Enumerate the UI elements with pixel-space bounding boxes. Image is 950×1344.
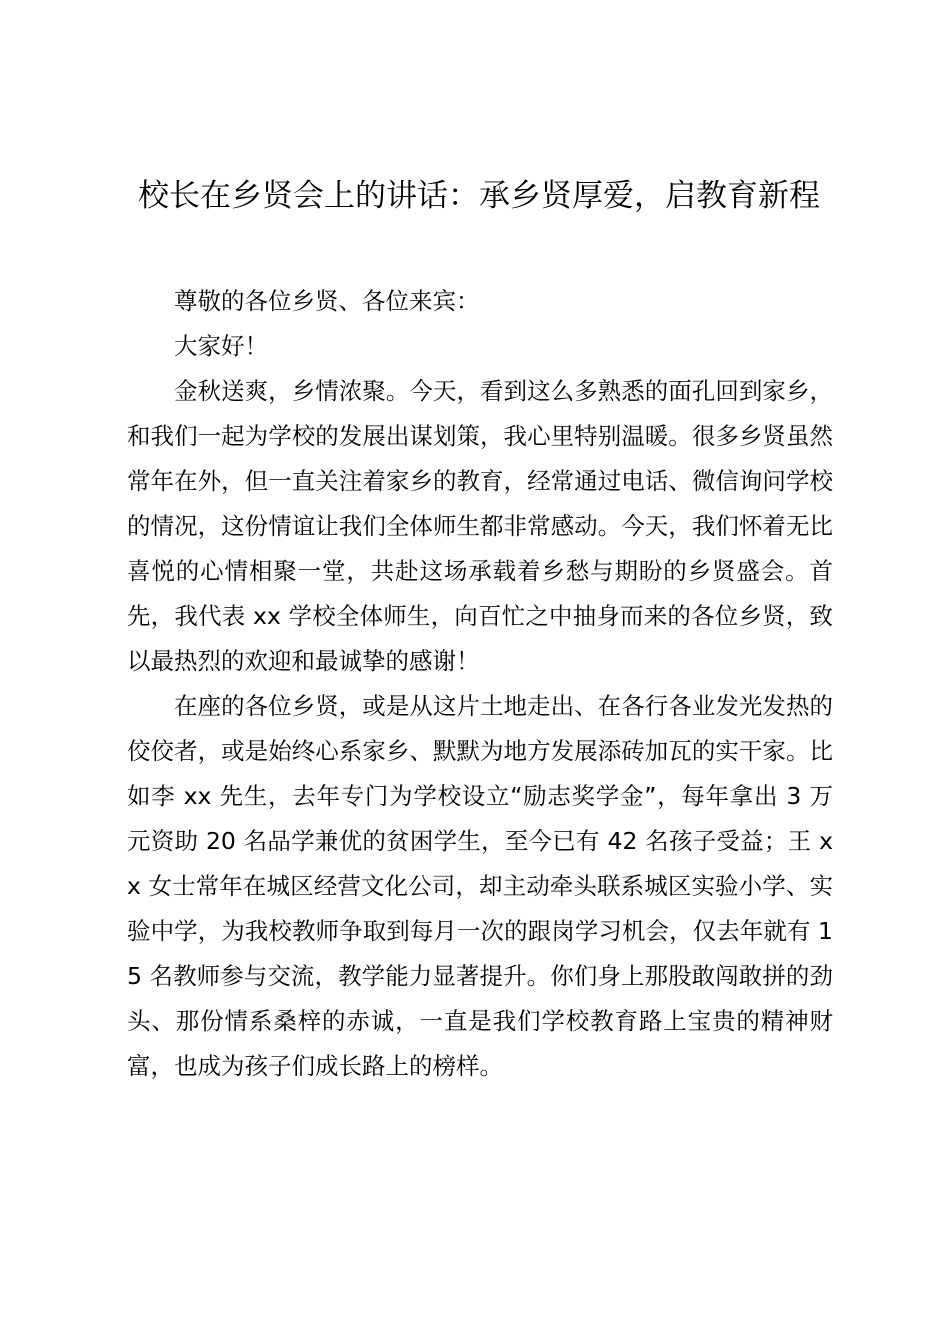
document-body <box>127 279 833 1089</box>
document-title: 校长在乡贤会上的讲话：承乡贤厚爱，启教育新程 <box>138 178 820 214</box>
body-paragraph: 在座的各位乡贤，或是从这片土地走出、在各行各业发光发热的佼佼者，或是始终心系家乡、默默为地方发展添砖加瓦的实干家。比如李 xx 先生，去年专门为学校设立“励志奖学金”，每年拿出 3 万元资助 20 名品学兼优的贫困学生，至今已有 42 名孩子受益；王 xx 女士常年在城区经营文化公司，却主动牵头联系城区实验小学、实验中学，为我校教师争取到每月一次的跟岗学习机会，仅去年就有 15 名教师参与交流，教学能力显著提升。你们身上那股敢闯敢拼的劲头、那份情系桑梓的赤诚，一直是我们学校教育路上宝贵的精神财富，也成为孩子们成长路上的榜样。 <box>127 692 833 1080</box>
salutation: 尊敬的各位乡贤、各位来宾： <box>174 287 480 315</box>
greeting: 大家好！ <box>174 332 268 360</box>
body-paragraph: 金秋送爽，乡情浓聚。今天，看到这么多熟悉的面孔回到家乡，和我们一起为学校的发展出谋划策，我心里特别温暖。很多乡贤虽然常年在外，但一直关注着家乡的教育，经常通过电话、微信询问学校的情况，这份情谊让我们全体师生都非常感动。今天，我们怀着无比喜悦的心情相聚一堂，共赴这场承载着乡愁与期盼的乡贤盛会。首先，我代表 xx 学校全体师生，向百忙之中抽身而来的各位乡贤，致以最热烈的欢迎和最诚挚的感谢！ <box>127 377 833 675</box>
